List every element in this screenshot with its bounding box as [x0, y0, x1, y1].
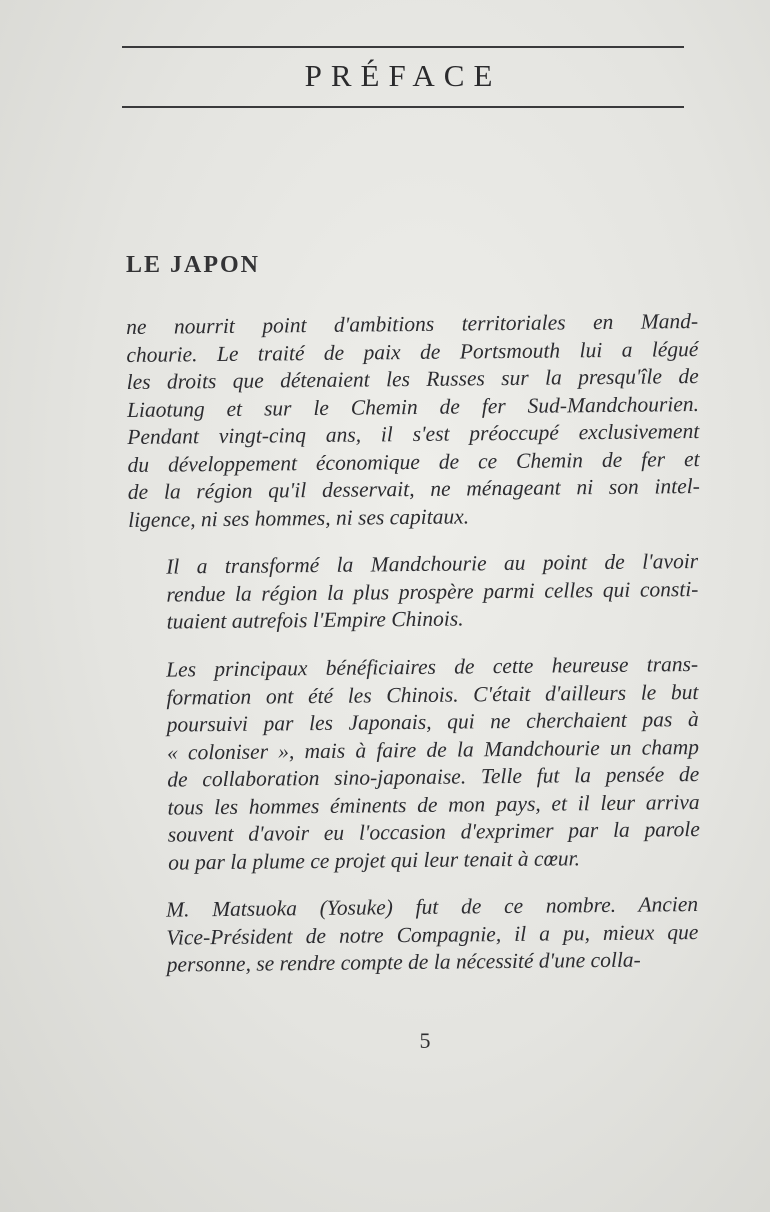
text-line: de collaboration sino-japonaise. Telle fut la pensée de: [167, 761, 700, 792]
text-line: Liaotung et sur le Chemin de fer Sud-Mandchourien.: [126, 391, 700, 422]
text-line: tous les hommes éminents de mon pays, et il leur arriva: [167, 789, 700, 819]
paragraph: [126, 308, 700, 534]
text-line: « coloniser », mais à faire de la Mandchourie un champ: [166, 734, 700, 764]
text-line: de la région qu'il desservait, ne ménageant ni son intel-: [127, 474, 700, 504]
text-line: Il a transformé la Mandchourie au point de l'avoir: [166, 549, 699, 579]
paragraph: [126, 548, 699, 636]
text-line: M. Matsuoka (Yosuke) fut de ce nombre. Ancien: [166, 891, 699, 922]
text-line: Pendant vingt-cinq ans, il s'est préoccupé exclusivement: [127, 419, 700, 449]
page-title: PRÉFACE: [304, 58, 502, 93]
section-heading: LE JAPON: [126, 252, 261, 278]
text-line: rendue la région la plus prospère parmi celles qui consti-: [166, 576, 699, 607]
paragraph: [126, 651, 700, 877]
page-number: 5: [419, 1028, 431, 1053]
text-line: Les principaux bénéficiaires de cette heureuse trans-: [166, 651, 699, 682]
text-line: souvent d'avoir eu l'occasion d'exprimer par la parole: [167, 816, 700, 847]
text-line: Vice-Président de notre Compagnie, il a pu, mieux que: [166, 919, 699, 949]
title-rule-top: [122, 46, 684, 48]
text-line: chourie. Le traité de paix de Portsmouth lui a légué: [126, 336, 699, 367]
text-line: ligence, ni ses hommes, ni ses capitaux.: [128, 503, 470, 532]
text-line: tuaient autrefois l'Empire Chinois.: [166, 606, 464, 634]
text-line: ou par la plume ce projet qui leur tenait à cœur.: [168, 845, 581, 874]
text-line: poursuivi par les Japonais, qui ne cherchaient pas à: [166, 706, 699, 737]
text-line: du développement économique de ce Chemin de fer et: [127, 446, 700, 477]
text-line: personne, se rendre compte de la nécessité d'une colla-: [166, 947, 641, 977]
text-line: ne nourrit point d'ambitions territoriales en Mand-: [126, 309, 699, 339]
title-rule-bottom: [122, 106, 684, 108]
paragraph: [126, 891, 699, 979]
text-line: les droits que détenaient les Russes sur la presqu'île de: [126, 364, 699, 394]
text-line: formation ont été les Chinois. C'était d'ailleurs le but: [166, 679, 699, 709]
body-text: [126, 309, 700, 999]
